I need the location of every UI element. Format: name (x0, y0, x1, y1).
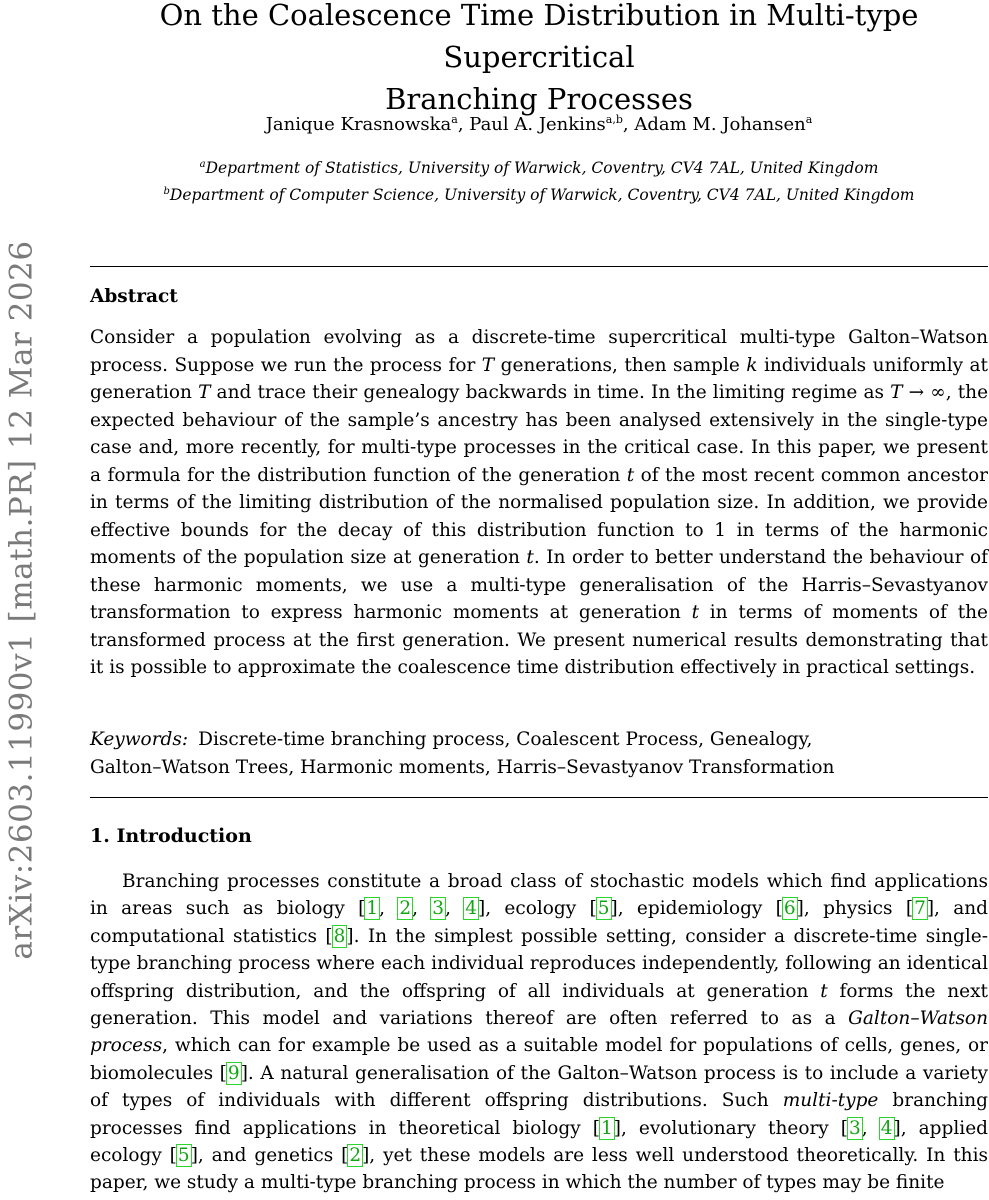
section-heading-introduction: 1. Introduction (90, 825, 252, 847)
keywords (90, 726, 988, 781)
affiliation (90, 153, 988, 180)
title-line-1: On the Coalescence Time Distribution in Multi-type Supercritical (159, 0, 919, 74)
keywords-line-1: Keywords: Discrete-time branching process, Coalescent Process, Genealogy, (90, 729, 813, 750)
arxiv-identifier: arXiv:2603.11990v1 [math.PR] 12 Mar 2026 (4, 240, 40, 960)
citation-link[interactable]: 3 (432, 898, 445, 920)
arxiv-sidebar-stamp (0, 240, 44, 960)
author-affiliation-mark: a,b (605, 113, 623, 126)
keywords-line-2: Galton–Watson Trees, Harmonic moments, Harris–Sevastyanov Transformation (90, 756, 835, 778)
author-name: Paul A. Jenkins (469, 114, 606, 135)
math-var: T (481, 354, 495, 376)
citation-link[interactable]: 9 (227, 1062, 240, 1084)
affiliation-text: Department of Statistics, University of Warwick, Coventry, CV4 7AL, United Kingdom (205, 159, 879, 178)
abstract-heading: Abstract (90, 286, 178, 307)
citation-link[interactable]: 5 (177, 1145, 190, 1167)
math-var: t (820, 980, 828, 1002)
affiliation-list (90, 153, 988, 207)
top-divider (90, 266, 988, 267)
affiliation (90, 180, 988, 207)
citation-link[interactable]: 3 (849, 1117, 861, 1139)
math-var: T (198, 382, 211, 403)
author-name: Adam M. Johansen (634, 114, 806, 135)
math-var: t (691, 602, 699, 623)
citation-link[interactable]: 1 (600, 1117, 613, 1139)
author-list: Janique Krasnowska$^a$, Paul A. Jenkins$^{a,b}$, Adam M. Johansen$^a$ (265, 113, 813, 135)
bottom-divider (90, 797, 988, 798)
affiliation-mark: a (199, 159, 206, 170)
title-line-2: Branching Processes (385, 82, 693, 116)
emphasis: Galton–Watson process (90, 1008, 988, 1057)
citation-link[interactable]: 7 (914, 898, 926, 920)
citation-link[interactable]: 1 (366, 898, 379, 920)
introduction-paragraph: Branching processes constitute a broad class of stochastic models which find applications in areas such as biology [1, 2, 3, 4], ecology [5], epidemiology [6], physics [7], and computational statistics [8]. In the simplest possible setting, consider a discrete-time single-type branching process where each individual reproduces independently, following an identical offspring distribution, and the offspring of all individuals at generation t forms the next generation. This model and variations thereof are often referred to as a Galton–Watson process, which can for example be used as a suitable model for populations of cells, genes, or biomolecules [9]. A natural generalisation of the Galton–Watson process is to include a variety of types of individuals with different offspring distributions. Such multi-type branching processes find applications in theoretical biology [1], evolutionary theory [3, 4], applied ecology [5], and genetics [2], yet these models are less well understood theoretically. In this paper, we study a multi-type branching process in which the number of types may be finite (90, 871, 989, 1194)
author-affiliation-mark: a (451, 113, 458, 126)
affiliation-mark: b (163, 186, 170, 198)
keywords-label: Keywords: (90, 729, 189, 750)
math-var: t (526, 547, 534, 568)
math-var: t (626, 464, 635, 486)
author-name: Janique Krasnowska (265, 114, 452, 135)
affiliation-text: Department of Computer Science, University of Warwick, Coventry, CV4 7AL, United Kingdom (169, 186, 915, 205)
citation-link[interactable]: 6 (783, 898, 796, 920)
abstract-text: Consider a population evolving as a discrete-time supercritical multi-type Galton–Watson process. Suppose we run the process for T generations, then sample k individuals uniformly at generation T and trace their genealogy backwards in time. In the limiting regime as T → ∞, the expected behaviour of the sample’s ancestry has been analysed extensively in the single-type case and, more recently, for multi-type processes in the critical case. In this paper, we present a formula for the distribution function of the generation t of the most recent common ancestor in terms of the limiting distribution of the normalised population size. In addition, we provide effective bounds for the decay of this distribution function to 1 in terms of the harmonic moments of the population size at generation t. In order to better understand the behaviour of these harmonic moments, we use a multi-type generalisation of the Harris–Sevastyanov transformation to express harmonic moments at generation t in terms of moments of the transformed process at the first generation. We present numerical results demonstrating that it is possible to approximate the coalescence time distribution effectively in practical settings. (90, 327, 989, 678)
citation-link[interactable]: 4 (465, 898, 478, 920)
citation-link[interactable]: 5 (597, 898, 610, 920)
math-var: k (746, 354, 758, 376)
author-affiliation-mark: a (805, 113, 813, 126)
citation-link[interactable]: 2 (349, 1145, 362, 1167)
citation-link[interactable]: 8 (333, 925, 346, 947)
citation-link[interactable]: 2 (399, 898, 412, 920)
citation-link[interactable]: 4 (880, 1117, 893, 1139)
math-limit: T → ∞ (890, 382, 946, 403)
emphasis: multi-type (782, 1090, 879, 1112)
paper-title (90, 0, 988, 120)
